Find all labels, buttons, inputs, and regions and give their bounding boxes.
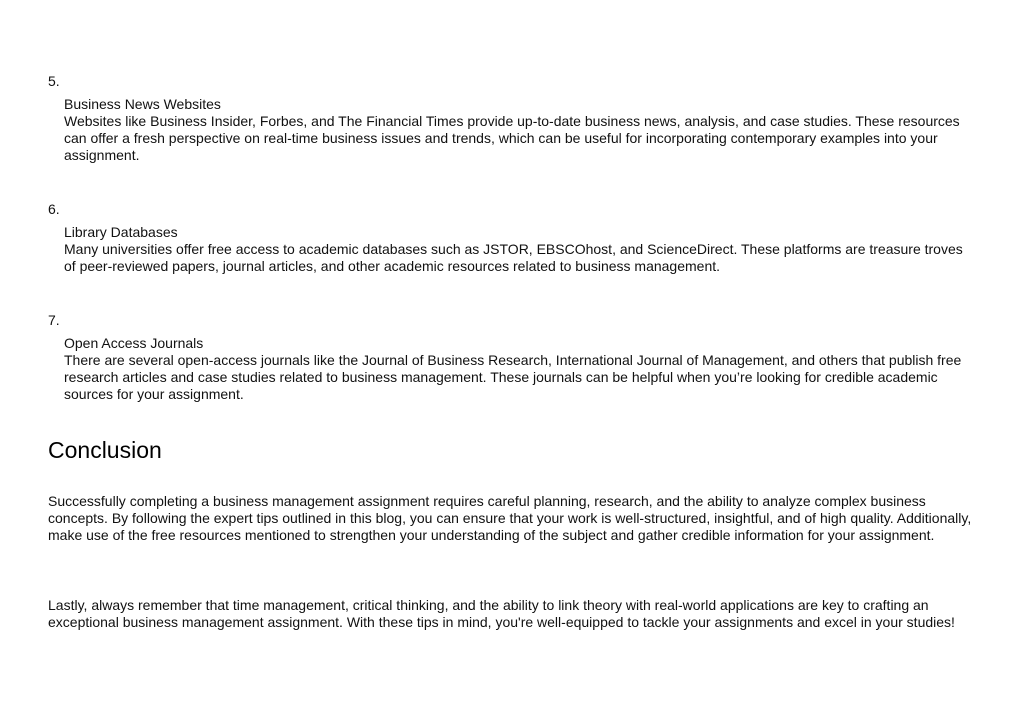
conclusion-paragraph: Lastly, always remember that time management, critical thinking, and the ability to link theory with real-world applications are key to crafting an exceptional business management assignment. With these tips in mind, you're well-equipped to tackle your assignments and excel in your studies! — [48, 597, 955, 630]
list-item — [48, 201, 978, 275]
list-item-title: Library Databases — [64, 224, 178, 240]
list-item-title: Business News Websites — [64, 96, 221, 112]
list-item-body — [64, 96, 978, 164]
conclusion-paragraph: Successfully completing a business management assignment requires careful planning, research, and the ability to analyze complex business concepts. By following the expert tips outlined in this blog, you can ensure that your work is well-structured, insightful, and of high quality. Additionally, make use of the free resources mentioned to strengthen your understanding of the subject and gather credible information for your assignment. — [48, 493, 972, 543]
list-item-text: Websites like Business Insider, Forbes, and The Financial Times provide up-to-date business news, analysis, and case studies. These resources can offer a fresh perspective on real-time business issues and trends, which can be useful for incorporating contemporary examples into your assignment. — [64, 113, 960, 163]
list-item — [48, 312, 978, 403]
list-item-number: 7. — [48, 312, 60, 328]
list-item-body — [64, 335, 978, 403]
list-item-number: 5. — [48, 73, 60, 89]
list-item-title: Open Access Journals — [64, 335, 204, 351]
list-item — [48, 73, 978, 164]
list-item-body — [64, 224, 978, 275]
list-item-text: Many universities offer free access to academic databases such as JSTOR, EBSCOhost, and ScienceDirect. These platforms are treasure troves of peer-reviewed papers, journal articles, and other academic resources related to business management. — [64, 241, 963, 274]
conclusion-heading: Conclusion — [48, 437, 162, 463]
list-item-text: There are several open-access journals like the Journal of Business Research, International Journal of Management, and others that publish free research articles and case studies related to business management. These journals can be helpful when you’re looking for credible academic sources for your assignment. — [64, 352, 962, 402]
list-item-number: 6. — [48, 201, 60, 217]
resource-list — [48, 73, 978, 403]
